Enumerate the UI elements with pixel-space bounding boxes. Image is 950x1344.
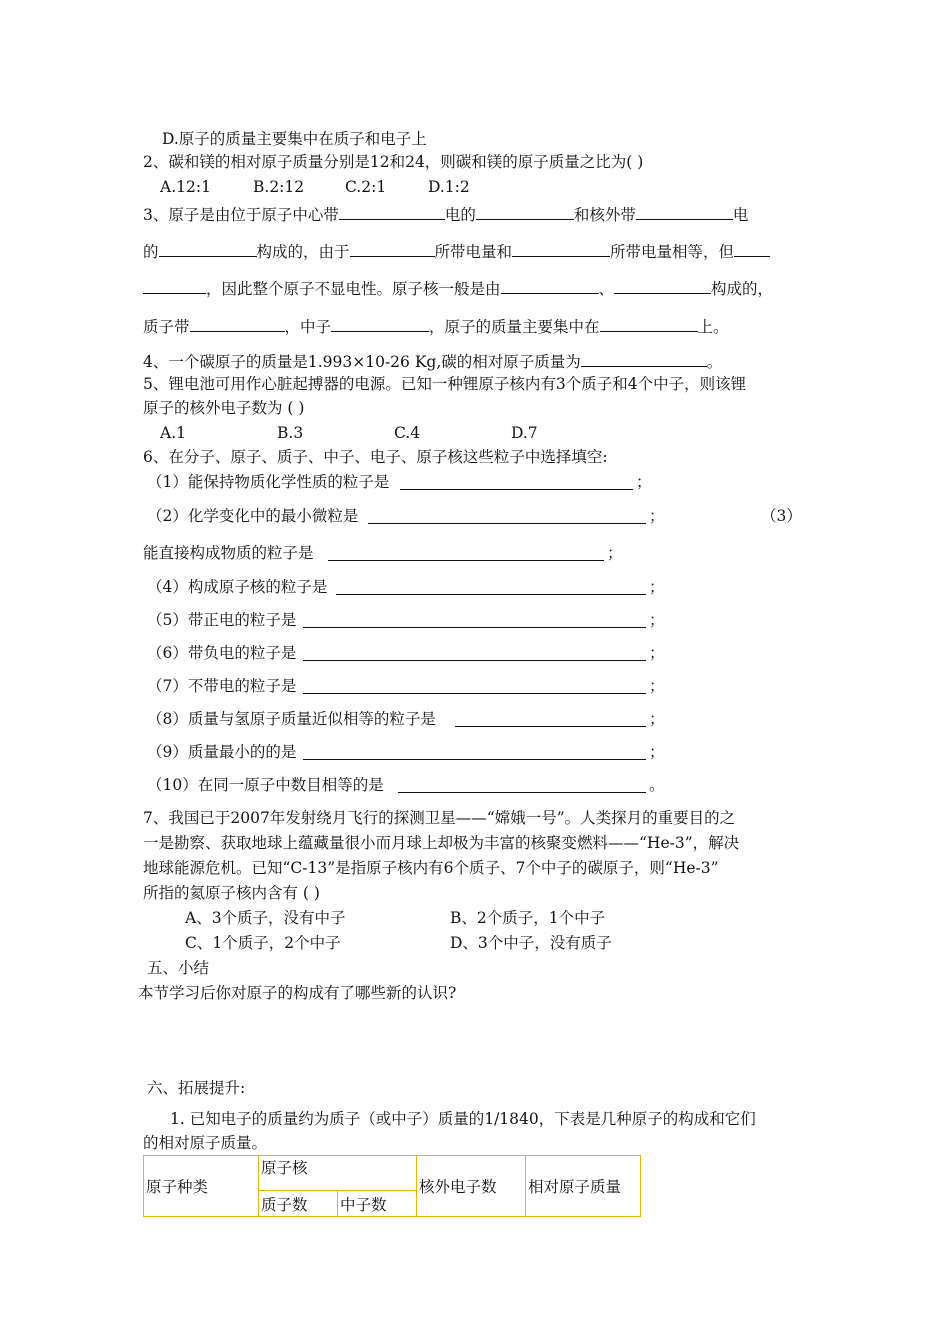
q6-item-4-label: （4）构成原子核的粒子是 (147, 578, 328, 596)
q6-item-2-end: ； (649, 507, 665, 525)
q3-text: 电 (732, 206, 749, 224)
q2-option-c: C.2:1 (345, 178, 387, 196)
q6-item-10-end: 。 (649, 776, 665, 794)
q6-item-6-blank[interactable] (303, 659, 646, 661)
section-5-question: 本节学习后你对原子的构成有了哪些新的认识? (138, 984, 457, 1002)
q7-line1: 7、我国已于2007年发射绕月飞行的探测卫星——“嫦娥一号”。人类探月的重要目的之 (143, 809, 736, 827)
q6-item-1-label: （1）能保持物质化学性质的粒子是 (147, 473, 390, 491)
q3-text: ，中子 (284, 318, 332, 336)
q6-stem: 6、在分子、原子、质子、中子、电子、原子核这些粒子中选择填空: (143, 448, 608, 466)
q6-item-9-label: （9）质量最小的的是 (147, 743, 297, 761)
q7-line3: 地球能源危机。已知“C-13”是指原子核内有6个质子、7个中子的碳原子，则“He-3” (143, 859, 719, 877)
q3-text: 质子带 (143, 318, 190, 336)
answer-blank[interactable] (581, 350, 707, 367)
atom-composition-table (143, 1155, 641, 1217)
section-6-title: 六、拓展提升: (147, 1079, 246, 1097)
q7-option-a: A、3个质子，没有中子 (185, 909, 346, 927)
q5-option-d: D.7 (511, 424, 538, 442)
answer-blank[interactable] (339, 203, 445, 220)
q6-item-3-number: （3） (761, 507, 802, 525)
q5-line1: 5、锂电池可用作心脏起搏器的电源。已知一种锂原子核内有3个质子和4个中子，则该锂 (143, 375, 747, 393)
answer-blank[interactable] (159, 240, 257, 257)
q3-text: 所带电量和 (434, 243, 513, 261)
q5-line2: 原子的核外电子数为 ( ) (143, 399, 305, 417)
section-5-title: 五、小结 (147, 959, 210, 977)
q5-option-b: B.3 (277, 424, 304, 442)
answer-blank[interactable] (190, 315, 285, 332)
q6-item-2-blank[interactable] (368, 522, 646, 524)
q6-item-8-label: （8）质量与氢原子质量近似相等的粒子是 (147, 710, 436, 728)
q3-text: ，原子的质量主要集中在 (429, 318, 600, 336)
q1-option-d: D.原子的质量主要集中在质子和电子上 (162, 130, 427, 148)
q6-item-7-blank[interactable] (303, 692, 646, 694)
q6-item-9-blank[interactable] (303, 758, 646, 760)
q2-stem: 2、碳和镁的相对原子质量分别是12和24，则碳和镁的原子质量之比为( ) (143, 153, 644, 171)
q6-item-7-end: ； (649, 677, 665, 695)
q6-item-4-end: ； (649, 578, 665, 596)
q6-item-10-label: （10）在同一原子中数目相等的是 (147, 776, 384, 794)
q2-option-d: D.1:2 (428, 178, 470, 196)
q6-item-6-end: ； (649, 644, 665, 662)
q3-text: 电的 (444, 206, 476, 224)
q3-text: 构成的，由于 (256, 243, 350, 261)
q4-end: 。 (706, 353, 723, 371)
q6-item-10-blank[interactable] (398, 791, 646, 793)
answer-blank[interactable] (501, 277, 599, 294)
header-nucleus: 原子核 (259, 1156, 417, 1191)
q7-line4: 所指的氦原子核内含有 ( ) (143, 884, 320, 902)
q6-item-5-blank[interactable] (303, 626, 646, 628)
q6-item-1-end: ； (636, 473, 652, 491)
q6-item-1-blank[interactable] (400, 488, 633, 490)
answer-blank[interactable] (350, 240, 435, 257)
q6-item-3-label: 能直接构成物质的粒子是 (143, 544, 314, 562)
q2-option-a: A.12:1 (160, 178, 211, 196)
answer-blank[interactable] (331, 315, 429, 332)
answer-blank[interactable] (636, 203, 733, 220)
q6-item-5-end: ； (649, 611, 665, 629)
q3-line3 (143, 277, 773, 299)
answer-blank[interactable] (476, 203, 574, 220)
q6-item-6-label: （6）带负电的粒子是 (147, 644, 297, 662)
q5-option-a: A.1 (160, 424, 186, 442)
q6-item-2-label: （2）化学变化中的最小微粒是 (147, 507, 359, 525)
q4-text: 4、一个碳原子的质量是1.993×10-26 Kg,碳的相对原子质量为 (143, 353, 581, 371)
header-atom-type: 原子种类 (144, 1156, 259, 1217)
answer-blank[interactable] (600, 315, 698, 332)
q6-item-8-end: ； (649, 710, 665, 728)
header-neutrons: 中子数 (338, 1191, 417, 1217)
q6-item-3-blank[interactable] (328, 559, 604, 561)
q3-text: ，因此整个原子不显电性。原子核一般是由 (206, 280, 501, 298)
q3-text: 、 (598, 280, 615, 298)
header-protons: 质子数 (259, 1191, 338, 1217)
answer-blank[interactable] (512, 240, 610, 257)
answer-blank[interactable] (734, 240, 770, 257)
section-6-paragraph-line1: 1. 已知电子的质量约为质子（或中子）质量的1/1840，下表是几种原子的构成和它们 (170, 1110, 756, 1128)
q4-line (143, 350, 722, 372)
q6-item-5-label: （5）带正电的粒子是 (147, 611, 297, 629)
q7-option-b: B、2个质子，1个中子 (450, 909, 606, 927)
q7-line2: 一是勘察、获取地球上蕴藏量很小而月球上却极为丰富的核聚变燃料——“He-3”，解决 (143, 834, 740, 852)
section-6-paragraph-line2: 的相对原子质量。 (143, 1134, 268, 1152)
q3-line4 (143, 315, 729, 337)
q6-item-9-end: ； (649, 743, 665, 761)
answer-blank[interactable] (143, 277, 206, 294)
header-electrons: 核外电子数 (417, 1156, 526, 1217)
q6-item-7-label: （7）不带电的粒子是 (147, 677, 297, 695)
q3-line2 (143, 240, 770, 262)
q3-text: 的 (143, 243, 159, 261)
q3-text: 上。 (697, 318, 729, 336)
q3-text: 构成的， (711, 280, 774, 298)
q6-item-4-blank[interactable] (336, 593, 646, 595)
q6-item-3-end: ； (607, 544, 623, 562)
q7-option-c: C、1个质子，2个中子 (185, 934, 341, 952)
q5-option-c: C.4 (394, 424, 421, 442)
header-relative-mass: 相对原子质量 (526, 1156, 641, 1217)
q3-text: 所带电量相等，但 (610, 243, 735, 261)
q3-line1 (143, 203, 748, 225)
q6-item-8-blank[interactable] (455, 725, 646, 727)
q7-option-d: D、3个中子，没有质子 (450, 934, 612, 952)
q2-option-b: B.2:12 (253, 178, 305, 196)
q3-text: 和核外带 (573, 206, 636, 224)
answer-blank[interactable] (614, 277, 711, 294)
q3-text: 3、原子是由位于原子中心带 (143, 206, 339, 224)
